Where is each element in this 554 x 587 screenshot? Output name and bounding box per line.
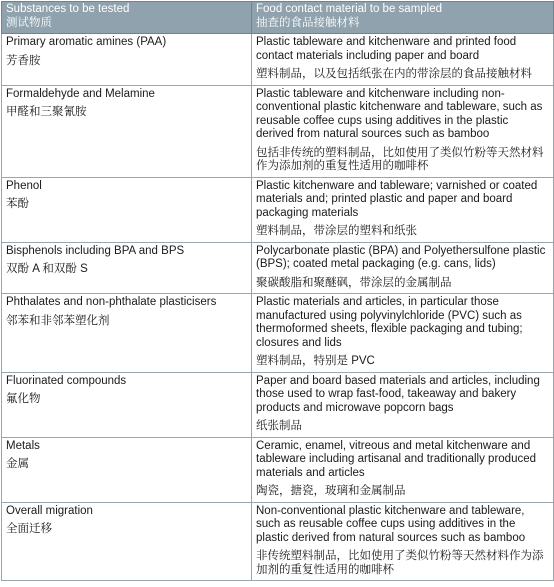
material-cell (252, 242, 554, 294)
material-cell (252, 34, 554, 86)
substance-cell (2, 372, 252, 437)
table-row (2, 502, 554, 581)
substance-zh: 氟化物 (6, 393, 41, 405)
material-en: Plastic materials and articles, in particular those manufactured using polyvinylchloride (PVC) such as thermoformed sheets, flexible packaging and tubing; closures and lids (256, 296, 523, 349)
substance-zh: 邻苯和非邻苯塑化剂 (6, 314, 110, 327)
table-row (2, 372, 554, 437)
substance-zh: 芳香胺 (6, 54, 41, 67)
substance-en: Phthalates and non-phthalate plasticisers (6, 296, 217, 308)
substance-zh: 甲醛和三聚氰胺 (6, 106, 87, 118)
material-zh: 纸张制品 (256, 420, 302, 432)
header-materials-en: Food contact material to be sampled (256, 3, 443, 15)
material-en: Polycarbonate plastic (BPA) and Polyethersulfone plastic (BPS); coated metal packaging (e.g. cans, lids) (256, 244, 546, 270)
material-en: Ceramic, enamel, vitreous and metal kitchenware and tableware including artisanal and traditionally produced materials and articles (256, 439, 537, 479)
substance-en: Metals (6, 439, 40, 452)
table-header-row (2, 2, 554, 34)
table-row (2, 242, 554, 294)
material-zh: 塑料制品，以及包括纸张在内的带涂层的食品接触材料 (256, 68, 532, 80)
material-cell (252, 294, 554, 373)
substance-cell (2, 502, 252, 581)
header-substances-zh: 测试物质 (6, 16, 52, 29)
table-row (2, 85, 554, 177)
substance-cell (2, 437, 252, 502)
substance-cell (2, 294, 252, 373)
substance-cell (2, 177, 252, 242)
substance-en: Primary aromatic amines (PAA) (6, 36, 167, 48)
material-cell (252, 85, 554, 177)
substance-en: Fluorinated compounds (6, 374, 127, 387)
substance-testing-table (1, 1, 554, 581)
material-en: Plastic tableware and kitchenware including non-conventional plastic kitchenware and tableware, such as reusable coffee cups using additives in the plastic derived from natural sources such as bamboo (256, 87, 543, 140)
table-row (2, 437, 554, 502)
material-en: Plastic kitchenware and tableware; varnished or coated materials and; printed plastic and paper and board packaging materials (256, 179, 538, 219)
material-en: Non-conventional plastic kitchenware and tableware, such as reusable coffee cups using additives in the plastic derived from natural sources such as bamboo (256, 504, 526, 544)
table-row (2, 34, 554, 86)
material-cell (252, 372, 554, 437)
table-row (2, 177, 554, 242)
material-cell (252, 437, 554, 502)
substance-cell (2, 85, 252, 177)
substance-en: Bisphenols including BPA and BPS (6, 244, 185, 257)
material-zh: 非传统塑料制品，比如使用了类似竹粉等天然材料作为添加剂的重复性适用的咖啡杯 (256, 550, 544, 576)
material-zh: 塑料制品，带涂层的塑料和纸张 (256, 225, 417, 237)
material-zh: 陶瓷，搪瓷，玻璃和金属制品 (256, 485, 406, 497)
substance-en: Formaldehyde and Melamine (6, 87, 155, 100)
material-zh: 聚碳酸脂和聚醚砜，带涂层的金属制品 (256, 276, 452, 289)
material-cell (252, 502, 554, 581)
material-cell (252, 177, 554, 242)
header-substances-en: Substances to be tested (6, 3, 130, 15)
substance-zh: 金属 (6, 458, 29, 470)
material-zh: 塑料制品，特别是 PVC (256, 355, 375, 367)
table-row (2, 294, 554, 373)
material-en: Paper and board based materials and articles, including those used to wrap fast-food, takeaway and bakery products and microwave popcorn bags (256, 374, 540, 414)
material-en: Plastic tableware and kitchenware and printed food contact materials including paper and board (256, 36, 517, 62)
substance-zh: 双酚 A 和双酚 S (6, 263, 88, 275)
material-zh: 包括非传统的塑料制品，比如使用了类似竹粉等天然材料作为添加剂的重复性适用的咖啡杯 (256, 146, 544, 172)
substance-zh: 苯酚 (6, 198, 29, 210)
substance-en: Overall migration (6, 504, 93, 517)
header-materials (252, 2, 554, 34)
substance-en: Phenol (6, 179, 42, 192)
header-materials-zh: 抽查的食品接触材料 (256, 16, 360, 29)
header-substances (2, 2, 252, 34)
substance-cell (2, 242, 252, 294)
substance-zh: 全面迁移 (6, 523, 52, 535)
substance-cell (2, 34, 252, 86)
